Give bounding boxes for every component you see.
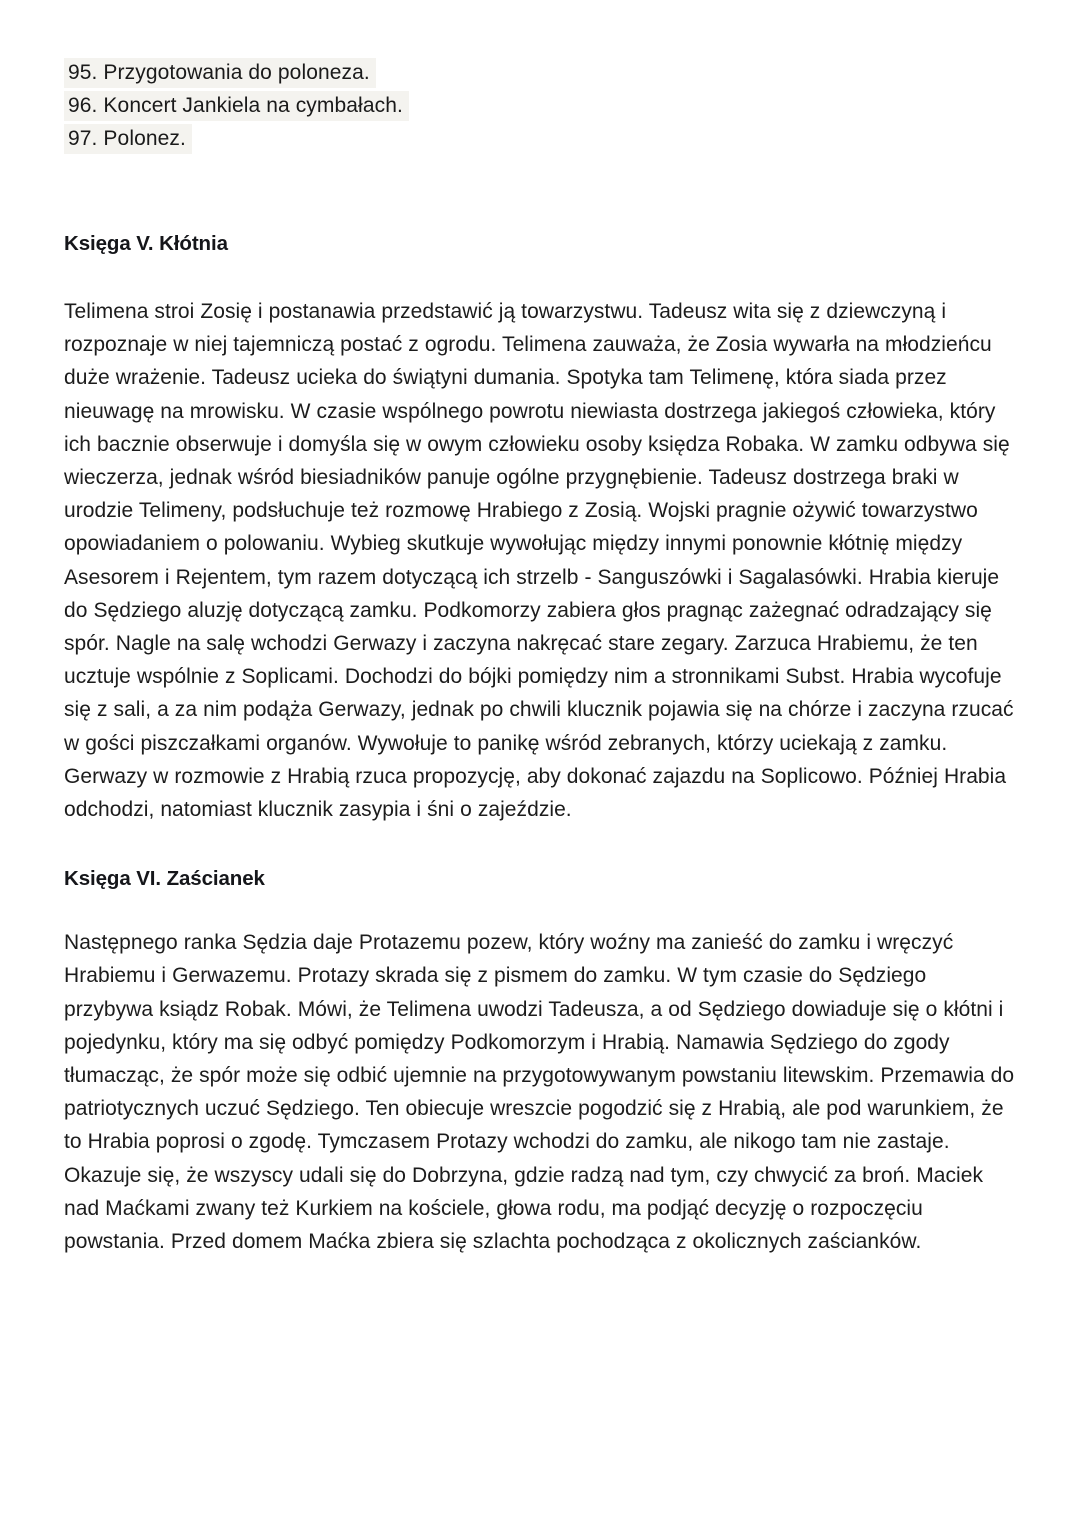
section-heading-ksiega-v: Księga V. Kłótnia [64, 232, 228, 255]
toc-list [64, 56, 1024, 155]
toc-item-label: 95. Przygotowania do poloneza. [64, 58, 376, 88]
section-body-ksiega-vi: Następnego ranka Sędzia daje Protazemu pozew, który woźny ma zanieść do zamku i wręczyć Hrabiemu i Gerwazemu. Protazy skrada się z pismem do zamku. W tym czasie do Sędziego przybywa ksiądz Robak. Mówi, że Telimena uwodzi Tadeusza, a od Sędziego dowiaduje się o kłótni i pojedynku, który ma się odbyć pomiędzy Podkomorzym i Hrabią. Namawia Sędziego do zgody tłumacząc, że spór może się odbić ujemnie na przygotowywanym powstaniu litewskim. Przemawia do patriotycznych uczuć Sędziego. Ten obiecuje wreszcie pogodzić się z Hrabią, ale pod warunkiem, że to Hrabia poprosi o zgodę. Tymczasem Protazy wchodzi do zamku, ale nikogo tam nie zastaje. Okazuje się, że wszyscy udali się do Dobrzyna, gdzie radzą nad tym, czy chwycić za broń. Maciek nad Maćkami zwany też Kurkiem na kościele, głowa rodu, ma podjąć decyzję o rozpoczęciu powstania. Przed domem Maćka zbiera się szlachta pochodząca z okolicznych zaścianków. [64, 931, 1015, 1254]
spacer [64, 894, 1024, 926]
spacer [64, 155, 1024, 229]
spacer [64, 826, 1024, 864]
toc-item [64, 56, 1024, 89]
toc-item-label: 97. Polonez. [64, 124, 192, 154]
toc-item [64, 89, 1024, 122]
toc-item [64, 122, 1024, 155]
document-content [64, 56, 1024, 1258]
toc-item-label: 96. Koncert Jankiela na cymbałach. [64, 91, 409, 121]
section-body-ksiega-v: Telimena stroi Zosię i postanawia przedstawić ją towarzystwu. Tadeusz wita się z dziewczyną i rozpoznaje w niej tajemniczą postać z ogrodu. Telimena zauważa, że Zosia wywarła na młodzieńcu duże wrażenie. Tadeusz ucieka do świątyni dumania. Spotyka tam Telimenę, która siada przez nieuwagę na mrowisku. W czasie wspólnego powrotu niewiasta dostrzega jakiegoś człowieka, który ich bacznie obserwuje i domyśla się w owym człowieku osoby księdza Robaka. W zamku odbywa się wieczerza, jednak wśród biesiadników panuje ogólne przygnębienie. Tadeusz dostrzega braki w urodzie Telimeny, podsłuchuje też rozmowę Hrabiego z Zosią. Wojski pragnie ożywić towarzystwo opowiadaniem o polowaniu. Wybieg skutkuje wywołując między innymi ponownie kłótnię między Asesorem i Rejentem, tym razem dotyczącą ich strzelb - Sanguszówki i Sagalasówki. Hrabia kieruje do Sędziego aluzję dotyczącą zamku. Podkomorzy zabiera głos pragnąc zażegnać odradzający się spór. Nagle na salę wchodzi Gerwazy i zaczyna nakręcać stare zegary. Zarzuca Hrabiemu, że ten ucztuje wspólnie z Soplicami. Dochodzi do bójki pomiędzy nim a stronnikami Subst. Hrabia wycofuje się z sali, a za nim podąża Gerwazy, jednak po chwili klucznik pojawia się na chórze i zaczyna rzucać w gości piszczałkami organów. Wywołuje to panikę wśród zebranych, którzy uciekają z zamku. Gerwazy w rozmowie z Hrabią rzuca propozycję, aby dokonać zajazdu na Soplicowo. Później Hrabia odchodzi, natomiast klucznik zasypia i śni o zajeździe. [64, 300, 1014, 822]
section-heading-ksiega-vi: Księga VI. Zaścianek [64, 867, 265, 891]
spacer [64, 259, 1024, 295]
